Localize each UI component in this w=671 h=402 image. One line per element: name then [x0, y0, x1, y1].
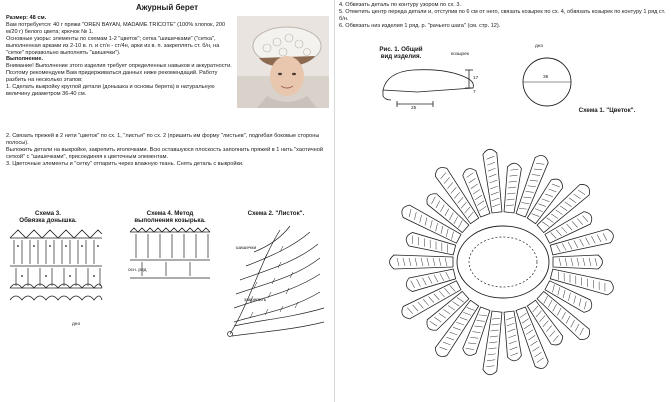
- schema2-leaf-diagram: [220, 222, 330, 347]
- schema4-diagram: [126, 226, 216, 296]
- step-6: 6. Обвязать низ изделия 1 ряд. р. "рачьего шага" (см. стр. 12).: [339, 23, 501, 29]
- bottom-label: дно: [72, 322, 81, 327]
- flower-petal: [536, 181, 593, 234]
- left-page: [0, 0, 335, 402]
- flower-petal: [405, 231, 456, 256]
- schema3-label: Схема 3. Обвязка донышка.: [19, 210, 77, 224]
- fig1-bottom-circle: [517, 52, 577, 112]
- flower-petal: [553, 255, 603, 269]
- size-line: Размер: 48 см.: [6, 15, 47, 21]
- child-beret-photo: [237, 16, 329, 108]
- step-5: 5. Отметить центр переда детали и, отступив по 6 см от него, связать козырек по сх. 4, обвязать козырек по контуру 1 ряд ст. б/н.: [339, 9, 666, 22]
- flower-petal: [514, 153, 550, 217]
- flower-petal: [424, 290, 470, 333]
- step-3: 3. Цветочные элементы и "сетку" отпарить через влажную ткань. Снять деталь с выкройки.: [6, 160, 244, 167]
- steps-text: [6, 133, 328, 168]
- step-1: 1. Сделать выкройку круглой детали (донышка и основы берета) в натуральную величину диаметром 36-40 см.: [6, 84, 215, 97]
- flower-petal: [550, 228, 615, 257]
- flower-petal: [550, 267, 615, 296]
- zakrepit-label: закрепить: [244, 298, 267, 303]
- dim-7: 7: [473, 90, 476, 95]
- schema2-label: Схема 2. "Листок".: [247, 210, 305, 217]
- dim-36: 36: [543, 75, 549, 80]
- step-2b: Выложить детали на выкройке, закрепить иголочками. Всю оставшуюся плоскость заполнить пряжей в 1 нить "хаотичной сеткой" с "шишечками", присоединяя к цветочным элементам.: [6, 146, 323, 160]
- visor-label: козырек: [451, 52, 469, 57]
- dim-25: 25: [411, 106, 417, 111]
- schema3-diagram: [6, 226, 106, 326]
- right-steps: [339, 2, 667, 30]
- step-4: 4. Обвязать деталь по контуру узором по сх. 3.: [339, 2, 462, 8]
- flower-petal: [405, 267, 456, 292]
- dim-17: 17: [473, 76, 479, 81]
- fig1-label: Рис. 1. Общий вид изделия.: [379, 46, 423, 60]
- page-title: Ажурный берет: [135, 3, 199, 12]
- schema1-flower-diagram: [335, 112, 671, 402]
- flower-petal: [482, 148, 504, 213]
- flower-petal: [461, 306, 492, 357]
- flower-petal: [433, 299, 481, 359]
- schema1-label: Схема 1. "Цветок".: [578, 107, 636, 114]
- step-2: 2. Связать прежей в 2 нити "цветок" по сх. 1, "листья" по сх. 2 (пришить им форму "листьев", подгибая боковые стороны полосы).: [6, 133, 320, 146]
- execution-heading: Выполнение.: [6, 56, 43, 63]
- intro-text: [6, 15, 234, 98]
- flower-petal: [390, 255, 454, 269]
- flower-petal: [424, 191, 470, 234]
- bottom-circle-label: дно: [535, 44, 544, 49]
- flower-petal: [433, 165, 481, 225]
- flower-center-outer: [457, 226, 549, 298]
- shishechki-label: шишечки: [236, 246, 257, 251]
- attention-line: Внимание! Выполнение этого изделия требует определенных навыков и аккуратности.: [6, 63, 232, 70]
- flower-petal: [461, 166, 492, 217]
- flower-petal: [482, 311, 504, 376]
- advice-line: Поэтому рекомендуем Вам придерживаться данных ниже рекомендаций. Работу разбить на несколько этапов:: [6, 70, 218, 84]
- materials-line: Вам потребуется: 40 г пряжи "OREN BAYAN, MADAME TRICOTE" (100% хлопок, 200 м/20 г) белого цвета; крючок № 1.: [6, 21, 226, 35]
- fig1-beret-profile: [377, 64, 487, 114]
- patterns-line: Основные узоры: элементы по схемам 1-2 "цветок"; сетка "шишечками" ("сетка", выполненная арками из 2-10 в. п. и ст/н - ст/4н, арки из в. п. закреплять ст. б/н, на "сетке" произвольно выполнять "шишечки").: [6, 35, 220, 56]
- base-row-label: осн. ряд: [128, 268, 147, 273]
- right-page: [335, 0, 671, 402]
- flower-center-inner: [469, 237, 537, 287]
- schema4-label: Схема 4. Метод выполнения козырька.: [134, 210, 206, 224]
